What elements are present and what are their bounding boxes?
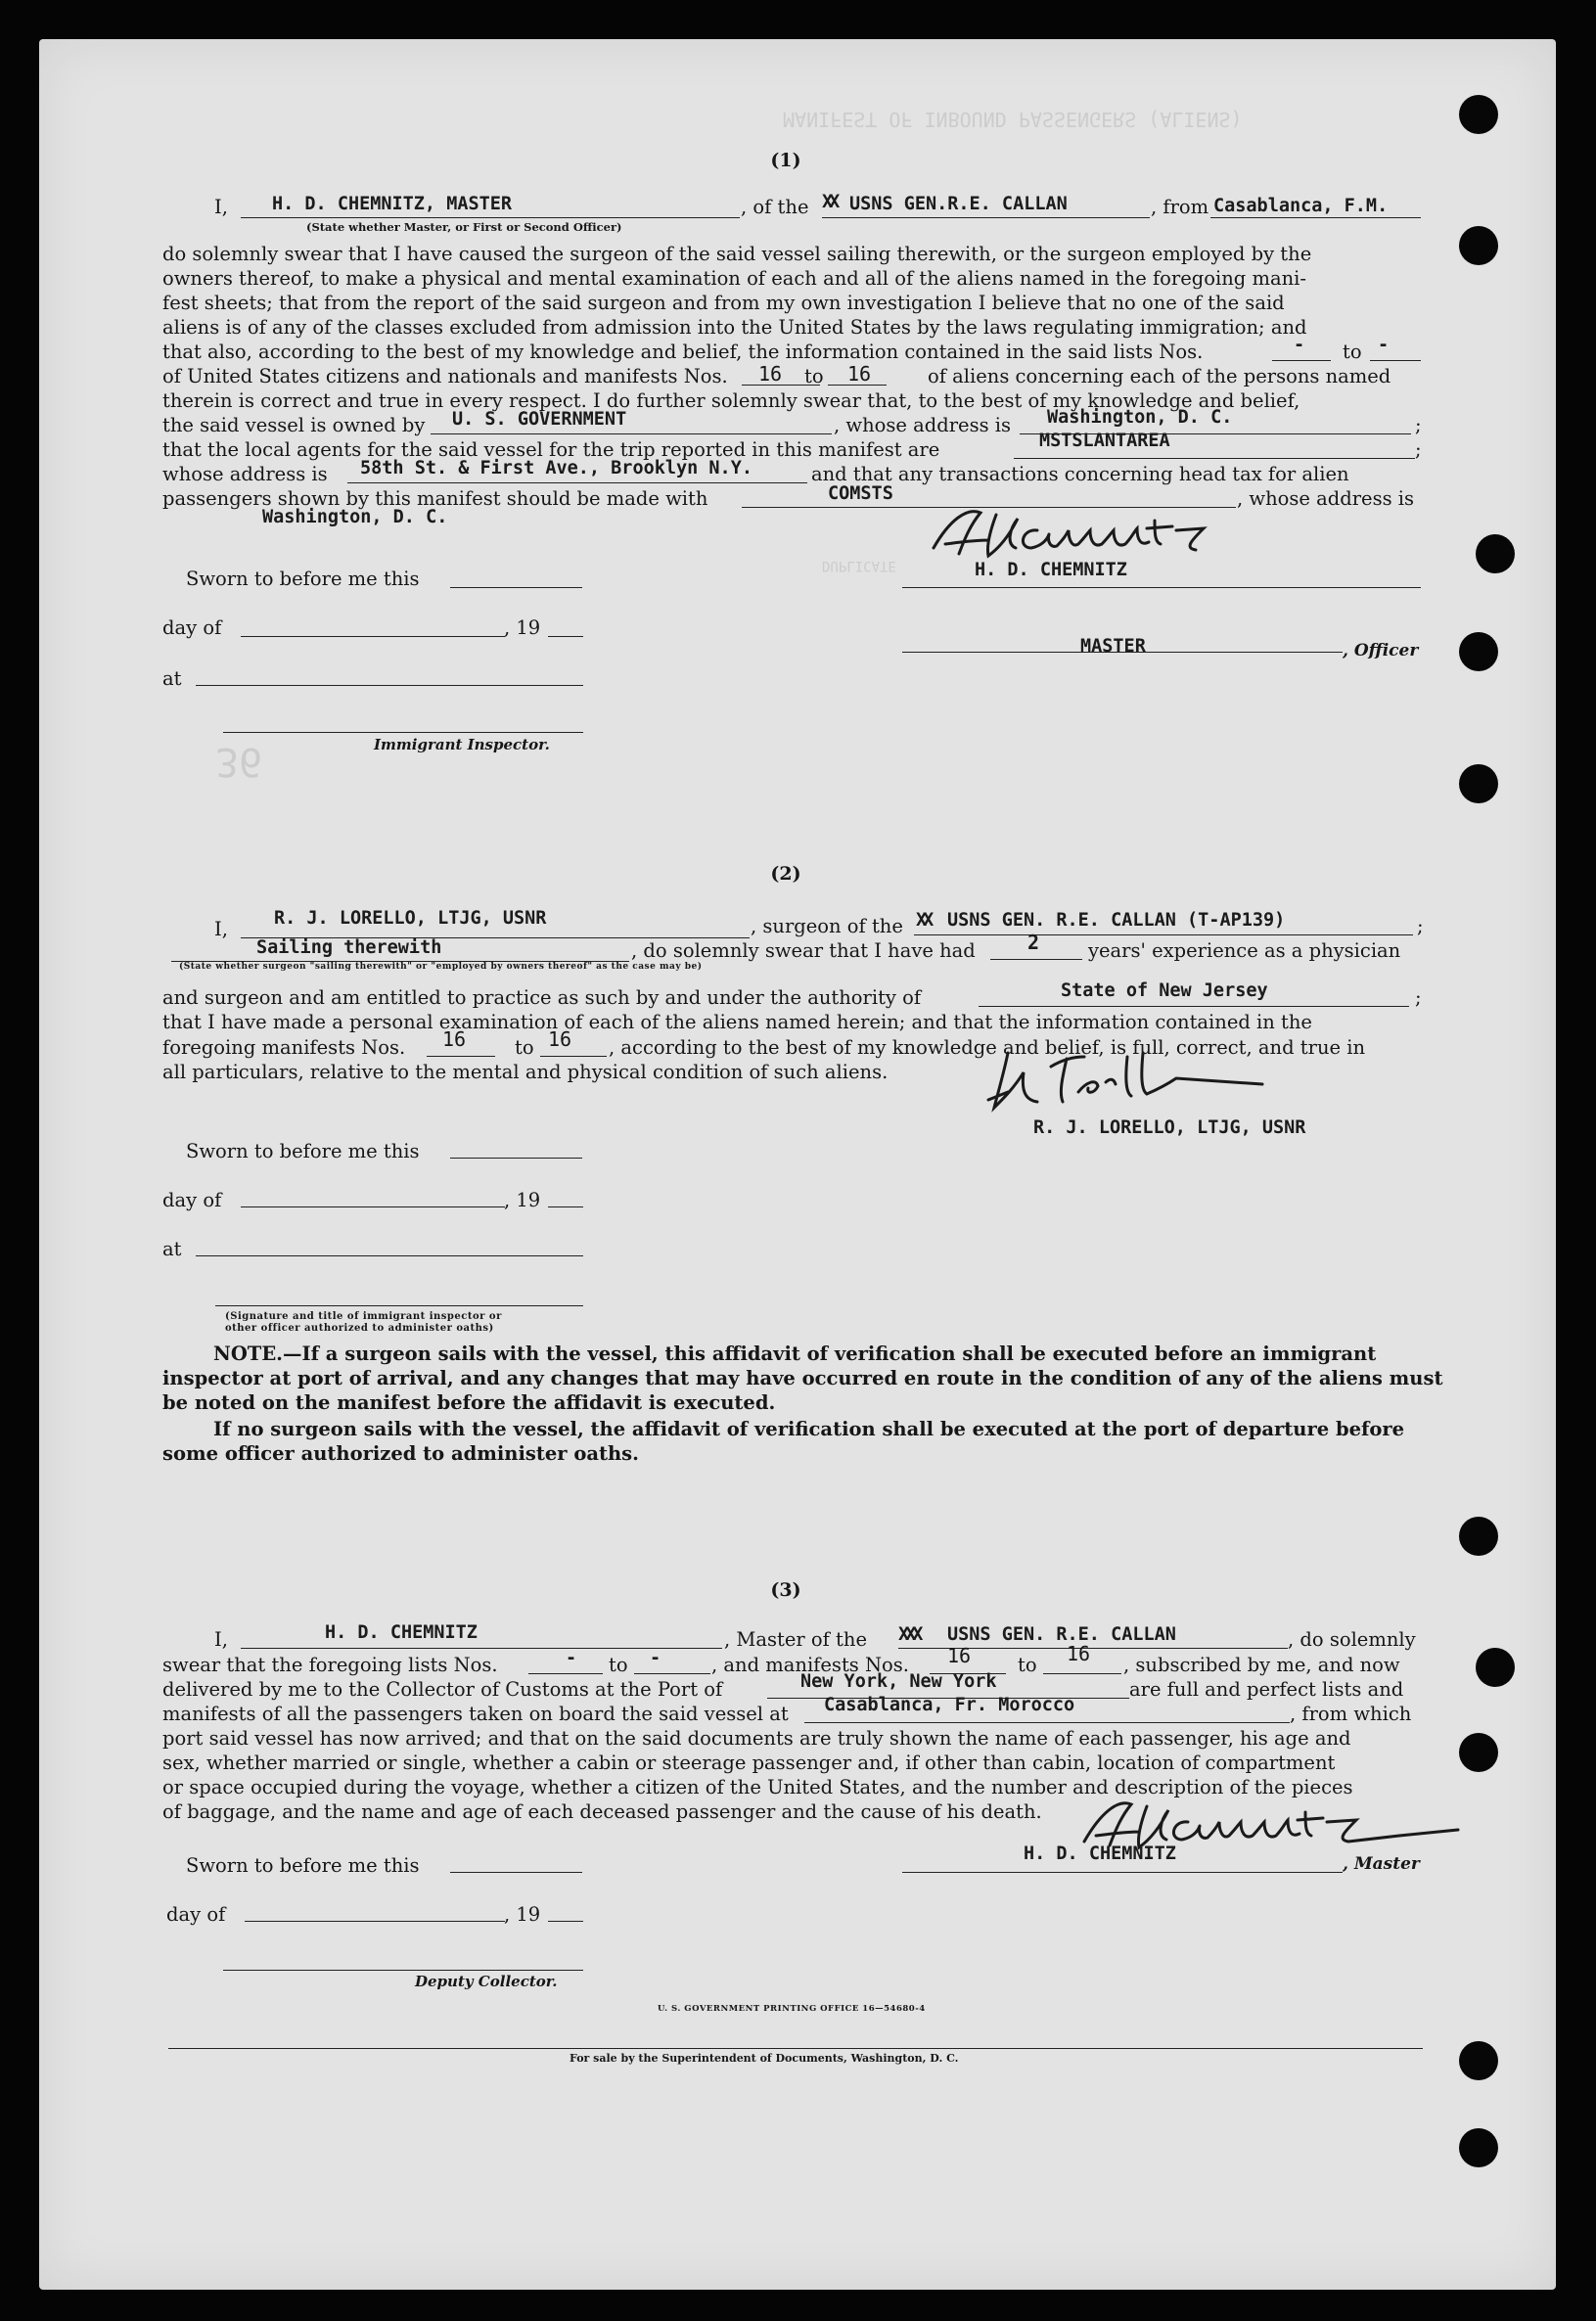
manifest-to: 16 xyxy=(847,362,872,386)
oath-text: the said vessel is owned by xyxy=(162,414,426,436)
master-name: H. D. CHEMNITZ, MASTER xyxy=(272,194,513,214)
footer-rule xyxy=(168,2048,1423,2049)
oath-text: ; xyxy=(1415,438,1422,461)
oath-text: that I have made a personal examination of each of the aliens named herein; and that the information contained in the xyxy=(162,1011,1312,1033)
arrival-port: New York, New York xyxy=(800,1671,997,1692)
bleed-through: 36 xyxy=(215,739,263,784)
day-of-label: day of xyxy=(166,1903,226,1926)
inspector-signature-blank xyxy=(223,732,583,733)
vessel-name: USNS GEN. R.E. CALLAN (T-AP139) xyxy=(947,910,1286,931)
agents-address: 58th St. & First Ave., Brooklyn N.Y. xyxy=(360,458,752,478)
oath-text: , do solemnly xyxy=(1288,1628,1416,1651)
oath-text: , of the xyxy=(741,196,809,218)
owner-blank xyxy=(431,433,832,434)
signature-line xyxy=(902,1872,1343,1873)
day-blank xyxy=(245,1921,505,1922)
oath-text: of aliens concerning each of the persons named xyxy=(928,365,1391,387)
manifest-to-blank xyxy=(1043,1673,1121,1674)
sworn-blank xyxy=(450,1158,582,1159)
oath-text: , subscribed by me, and now xyxy=(1123,1654,1400,1676)
inspector-label: Immigrant Inspector. xyxy=(374,736,550,753)
manifest-to-blank xyxy=(540,1056,607,1057)
oath-text: , and manifests Nos. xyxy=(711,1654,909,1676)
binder-hole xyxy=(1459,2041,1498,2080)
oath-text: swear that the foregoing lists Nos. xyxy=(162,1654,498,1676)
master-name: H. D. CHEMNITZ xyxy=(325,1622,478,1643)
master-sig-name: H. D. CHEMNITZ xyxy=(975,560,1127,580)
lists-from-blank xyxy=(1272,360,1331,361)
oath-prefix: I, xyxy=(214,196,228,218)
oath-text: , according to the best of my knowledge and belief, is full, correct, and true in xyxy=(609,1036,1366,1059)
binder-hole xyxy=(1459,2128,1498,2167)
oath-text: ; xyxy=(1417,915,1424,937)
binder-hole xyxy=(1459,1517,1498,1556)
oath-text: therein is correct and true in every respect. I do further solemnly swear that, to the best of my knowledge and belief, xyxy=(162,389,1300,412)
manifest-to: 16 xyxy=(548,1027,572,1051)
sworn-blank xyxy=(450,1872,582,1873)
collector-signature-blank xyxy=(223,1970,583,1971)
oath-text: , whose address is xyxy=(834,414,1012,436)
owner-address: Washington, D. C. xyxy=(1047,407,1233,428)
sworn-blank xyxy=(450,587,582,588)
day-blank xyxy=(241,636,505,637)
note-text: If no surgeon sails with the vessel, the affidavit of verification shall be executed at the port of departure before xyxy=(213,1418,1405,1440)
bleed-through: MANIFEST OF INBOUND PASSENGERS (ALIENS) xyxy=(783,108,1243,131)
oath-text: to xyxy=(1018,1654,1037,1676)
oath-text: to xyxy=(1343,341,1362,363)
binder-hole xyxy=(1459,632,1498,671)
signature-note: (Signature and title of immigrant inspector or xyxy=(225,1311,502,1322)
lists-to-blank xyxy=(1370,360,1421,361)
oath-text: , do solemnly swear that I have had xyxy=(631,939,976,962)
oath-text: , surgeon of the xyxy=(751,915,903,937)
oath-text: to xyxy=(804,365,824,387)
surgeon-name: R. J. LORELLO, LTJG, USNR xyxy=(274,908,547,929)
headtax-address: Washington, D. C. xyxy=(262,507,448,527)
oath-text: delivered by me to the Collector of Customs at the Port of xyxy=(162,1678,723,1701)
years-experience: 2 xyxy=(1027,931,1040,954)
section-number: (1) xyxy=(770,150,801,171)
oath-text: foregoing manifests Nos. xyxy=(162,1036,406,1059)
oath-text: whose address is xyxy=(162,463,328,485)
lists-to-blank xyxy=(634,1673,710,1674)
sailing-status: Sailing therewith xyxy=(256,937,442,958)
oath-text: to xyxy=(609,1654,628,1676)
local-agents: MSTSLANTAREA xyxy=(1039,431,1170,451)
master-label: , Master xyxy=(1343,1854,1420,1874)
oath-text: , Master of the xyxy=(724,1628,867,1651)
state-note: (State whether Master, or First or Second Officer) xyxy=(306,220,622,234)
oath-text: ; xyxy=(1415,986,1422,1009)
binder-hole xyxy=(1459,1733,1498,1772)
surgeon-signature xyxy=(969,1043,1321,1121)
at-label: at xyxy=(162,667,182,690)
at-blank xyxy=(196,685,583,686)
origin-blank xyxy=(804,1722,1290,1723)
year-label: , 19 xyxy=(504,1903,541,1926)
oath-prefix: I, xyxy=(214,1628,228,1651)
years-blank xyxy=(990,959,1082,960)
day-blank xyxy=(241,1206,505,1207)
manifest-from-blank xyxy=(427,1056,495,1057)
oath-text: ; xyxy=(1415,414,1422,436)
sworn-label: Sworn to before me this xyxy=(186,1140,420,1162)
day-of-label: day of xyxy=(162,1189,222,1211)
section-number: (3) xyxy=(770,1579,801,1601)
binder-hole xyxy=(1476,1648,1515,1687)
oath-text: port said vessel has now arrived; and that on the said documents are truly shown the name of each passenger, his age and xyxy=(162,1727,1351,1750)
oath-text: years' experience as a physician xyxy=(1088,939,1401,962)
year-blank xyxy=(548,636,583,637)
state-note: (State whether surgeon "sailing therewith" or "employed by owners thereof" as the case may be) xyxy=(179,962,703,972)
signature-line xyxy=(902,587,1421,588)
at-blank xyxy=(196,1255,583,1256)
oath-text: of baggage, and the name and age of each deceased passenger and the cause of his death. xyxy=(162,1800,1042,1823)
lists-from: - xyxy=(566,1648,577,1668)
year-blank xyxy=(548,1921,583,1922)
year-label: , 19 xyxy=(504,1189,541,1211)
binder-hole xyxy=(1459,764,1498,803)
oath-text: , whose address is xyxy=(1237,487,1415,510)
note-text: some officer authorized to administer oaths. xyxy=(162,1442,639,1465)
oath-text: owners thereof, to make a physical and mental examination of each and all of the aliens named in the foregoing mani- xyxy=(162,267,1306,290)
oath-text: or space occupied during the voyage, whether a citizen of the United States, and the number and description of the pieces xyxy=(162,1776,1353,1798)
oath-text: sex, whether married or single, whether a cabin or steerage passenger and, if other than cabin, location of compartment xyxy=(162,1752,1336,1774)
binder-hole xyxy=(1459,95,1498,134)
oath-text: to xyxy=(515,1036,534,1059)
oath-text: all particulars, relative to the mental and physical condition of such aliens. xyxy=(162,1061,889,1083)
officer-label: , Officer xyxy=(1343,641,1419,660)
oath-text: , from which xyxy=(1290,1703,1412,1725)
vessel-prefix: XX xyxy=(916,910,931,931)
lists-to: - xyxy=(650,1648,661,1668)
day-of-label: day of xyxy=(162,616,222,639)
vessel-name: USNS GEN.R.E. CALLAN xyxy=(849,194,1068,214)
oath-text: are full and perfect lists and xyxy=(1129,1678,1404,1701)
year-blank xyxy=(548,1206,583,1207)
oath-text: aliens is of any of the classes excluded from admission into the United States by the laws regulating immigration; and xyxy=(162,316,1307,339)
master-name-blank xyxy=(241,217,740,218)
master-sig-name: H. D. CHEMNITZ xyxy=(1024,1843,1176,1864)
section-number: (2) xyxy=(770,863,801,885)
bleed-through: DUPLICATE xyxy=(822,558,896,573)
sworn-label: Sworn to before me this xyxy=(186,1854,420,1877)
origin-port: Casablanca, Fr. Morocco xyxy=(824,1695,1075,1715)
collector-label: Deputy Collector. xyxy=(415,1973,558,1990)
vessel-name: USNS GEN. R.E. CALLAN xyxy=(947,1624,1176,1645)
oath-text: do solemnly swear that I have caused the surgeon of the said vessel sailing therewith, or the surgeon employed by the xyxy=(162,243,1312,265)
at-label: at xyxy=(162,1238,182,1260)
sale-notice: For sale by the Superintendent of Documents, Washington, D. C. xyxy=(570,2052,959,2065)
binder-hole xyxy=(1476,534,1515,573)
oath-prefix: I, xyxy=(214,918,228,940)
vessel-prefix: XXX xyxy=(898,1624,920,1645)
agents-blank xyxy=(1014,458,1415,459)
vessel-blank xyxy=(914,934,1413,935)
vessel-blank xyxy=(822,217,1150,218)
from-place: Casablanca, F.M. xyxy=(1213,196,1389,216)
agents-address-blank xyxy=(347,482,807,483)
signature-note: other officer authorized to administer oaths) xyxy=(225,1323,494,1334)
oath-text: that also, according to the best of my knowledge and belief, the information contained in the said lists Nos. xyxy=(162,341,1204,363)
lists-from-blank xyxy=(528,1673,603,1674)
note-text: be noted on the manifest before the affidavit is executed. xyxy=(162,1391,776,1414)
printing-office: U. S. GOVERNMENT PRINTING OFFICE 16—54680-4 xyxy=(658,2004,926,2014)
note-text: inspector at port of arrival, and any changes that may have occurred en route in the condition of any of the aliens must xyxy=(162,1367,1443,1389)
oath-text: fest sheets; that from the report of the said surgeon and from my own investigation I believe that no one of the said xyxy=(162,292,1285,314)
binder-hole xyxy=(1459,226,1498,265)
manifest-from: 16 xyxy=(442,1027,467,1051)
note-text: NOTE.—If a surgeon sails with the vessel, this affidavit of verification shall be executed before an immigrant xyxy=(213,1343,1377,1365)
year-label: , 19 xyxy=(504,616,541,639)
vessel-owner: U. S. GOVERNMENT xyxy=(452,409,627,430)
lists-to: - xyxy=(1378,335,1390,355)
oath-text: that the local agents for the said vessel for the trip reported in this manifest are xyxy=(162,438,940,461)
manifest-from: 16 xyxy=(758,362,783,386)
oath-text: manifests of all the passengers taken on board the said vessel at xyxy=(162,1703,789,1725)
oath-text: , from xyxy=(1151,196,1209,218)
sworn-label: Sworn to before me this xyxy=(186,568,420,590)
manifest-to: 16 xyxy=(1067,1642,1091,1665)
oath-text: and that any transactions concerning head tax for alien xyxy=(811,463,1349,485)
master-title: MASTER xyxy=(1080,636,1146,657)
oath-text: and surgeon and am entitled to practice as such by and under the authority of xyxy=(162,986,922,1009)
lists-from: - xyxy=(1294,335,1305,355)
oath-text: passengers shown by this manifest should be made with xyxy=(162,487,708,510)
authority-blank xyxy=(979,1006,1409,1007)
from-blank xyxy=(1210,217,1421,218)
manifest-from: 16 xyxy=(947,1644,972,1667)
practice-authority: State of New Jersey xyxy=(1061,980,1268,1001)
vessel-prefix: XX xyxy=(822,192,837,212)
surgeon-sig-name: R. J. LORELLO, LTJG, USNR xyxy=(1033,1117,1306,1138)
headtax-agent: COMSTS xyxy=(828,483,893,504)
inspector-signature-blank xyxy=(215,1305,583,1306)
oath-text: of United States citizens and nationals and manifests Nos. xyxy=(162,365,728,387)
